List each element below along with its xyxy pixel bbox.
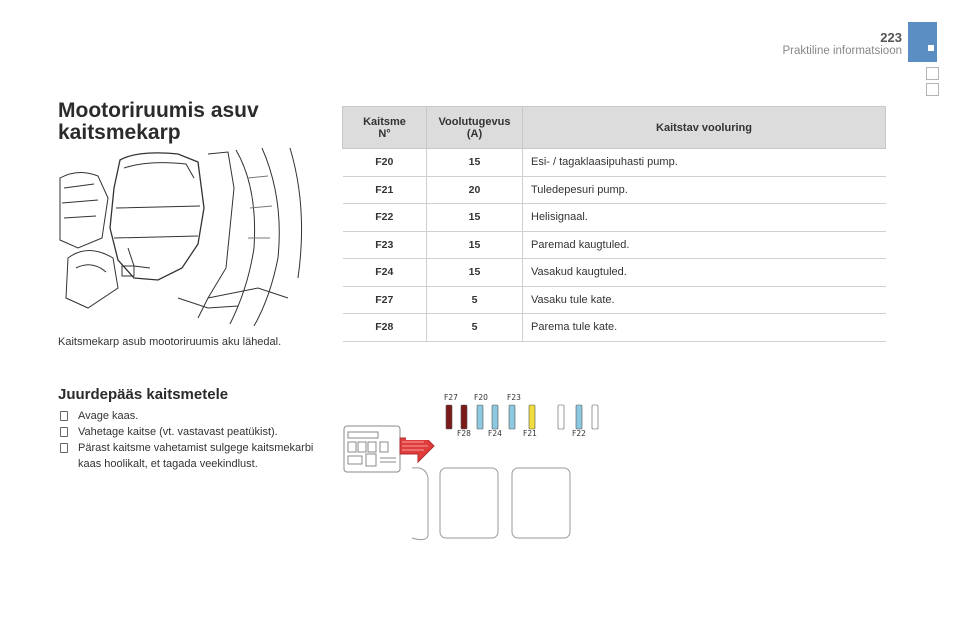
- list-item: [58, 424, 318, 440]
- column-header-circuit: Kaitstav vooluring: [523, 107, 886, 149]
- section-title: Praktiline informatsioon: [782, 45, 902, 57]
- fuse-circuit: Esi- / tagaklaasipuhasti pump.: [523, 149, 886, 177]
- fuse-circuit: Paremad kaugtuled.: [523, 231, 886, 259]
- fuse-label-bottom: F28: [457, 429, 471, 438]
- engine-bay-illustration: [58, 148, 310, 326]
- table-header-row: [343, 107, 886, 149]
- fuse-spare: [592, 405, 598, 429]
- fuse-amps: 15: [427, 204, 523, 232]
- title-line: Mootoriruumis asuv: [58, 99, 259, 122]
- fuse-f28: [461, 405, 467, 429]
- table-row: [343, 286, 886, 314]
- photo-caption: Kaitsmekarp asub mootoriruumis aku lähedal.: [58, 336, 282, 348]
- step-text: Vahetage kaitse (vt. vastavast peatükist).: [78, 426, 278, 438]
- chapter-tab-active[interactable]: [908, 22, 937, 62]
- column-header-fuse: [343, 107, 427, 149]
- step-text: Avage kaas.: [78, 410, 139, 422]
- table-row: [343, 149, 886, 177]
- table-row: [343, 204, 886, 232]
- fuse-box-outline: [344, 426, 400, 472]
- fuse-f24: [492, 405, 498, 429]
- checkbox-bullet-icon: [60, 411, 68, 421]
- fuse-f22: [576, 405, 582, 429]
- fuse-spare: [558, 405, 564, 429]
- list-item: [58, 440, 318, 472]
- access-heading: Juurdepääs kaitsmetele: [58, 386, 229, 403]
- header-text: Voolutugevus: [438, 115, 511, 128]
- fuse-number: F21: [343, 176, 427, 204]
- fuse-label-top: F20: [474, 393, 488, 402]
- fuse-f23: [509, 405, 515, 429]
- fuse-number: F23: [343, 231, 427, 259]
- fuse-label-bottom: F21: [523, 429, 537, 438]
- fuse-box-diagram: [340, 388, 610, 544]
- fuse-circuit: Helisignaal.: [523, 204, 886, 232]
- fuse-amps: 5: [427, 314, 523, 342]
- column-header-amperage: [427, 107, 523, 149]
- access-steps: [58, 408, 318, 472]
- fuse-number: F24: [343, 259, 427, 287]
- fuse-label-top: F23: [507, 393, 521, 402]
- checkbox-bullet-icon: [60, 443, 68, 453]
- title-line: kaitsmekarp: [58, 121, 181, 144]
- table-row: [343, 259, 886, 287]
- fuse-number: F28: [343, 314, 427, 342]
- fuse-circuit: Vasakud kaugtuled.: [523, 259, 886, 287]
- fuse-circuit: Vasaku tule kate.: [523, 286, 886, 314]
- step-text: Pärast kaitsme vahetamist sulgege kaitsmekarbi kaas hoolikalt, et tagada veekindlust.: [78, 442, 314, 470]
- checkbox-bullet-icon: [60, 427, 68, 437]
- table-row: [343, 314, 886, 342]
- fuse-number: F22: [343, 204, 427, 232]
- fuse-number: F20: [343, 149, 427, 177]
- fuse-amps: 15: [427, 259, 523, 287]
- chapter-tab[interactable]: [926, 83, 939, 96]
- fuse-table: [342, 106, 886, 342]
- relay-outlines: [412, 468, 570, 540]
- header-text: (A): [466, 127, 483, 140]
- fuse-f21: [529, 405, 535, 429]
- chapter-tab[interactable]: [926, 67, 939, 80]
- page-number: 223: [880, 30, 902, 45]
- header-text: Kaitsme: [363, 115, 406, 128]
- fuse-amps: 5: [427, 286, 523, 314]
- page-title: [58, 100, 278, 144]
- fuse-amps: 15: [427, 149, 523, 177]
- table-row: [343, 231, 886, 259]
- fuse-number: F27: [343, 286, 427, 314]
- fuse-amps: 20: [427, 176, 523, 204]
- fuse-label-bottom: F24: [488, 429, 502, 438]
- chapter-tab-marker: [928, 45, 934, 51]
- fuse-circuit: Parema tule kate.: [523, 314, 886, 342]
- fuse-label-bottom: F22: [572, 429, 586, 438]
- table-row: [343, 176, 886, 204]
- fuse-f27: [446, 405, 452, 429]
- list-item: [58, 408, 318, 424]
- fuse-label-top: F27: [444, 393, 458, 402]
- header-text: N°: [378, 127, 391, 140]
- fuse-circuit: Tuledepesuri pump.: [523, 176, 886, 204]
- fuse-f20: [477, 405, 483, 429]
- fuse-amps: 15: [427, 231, 523, 259]
